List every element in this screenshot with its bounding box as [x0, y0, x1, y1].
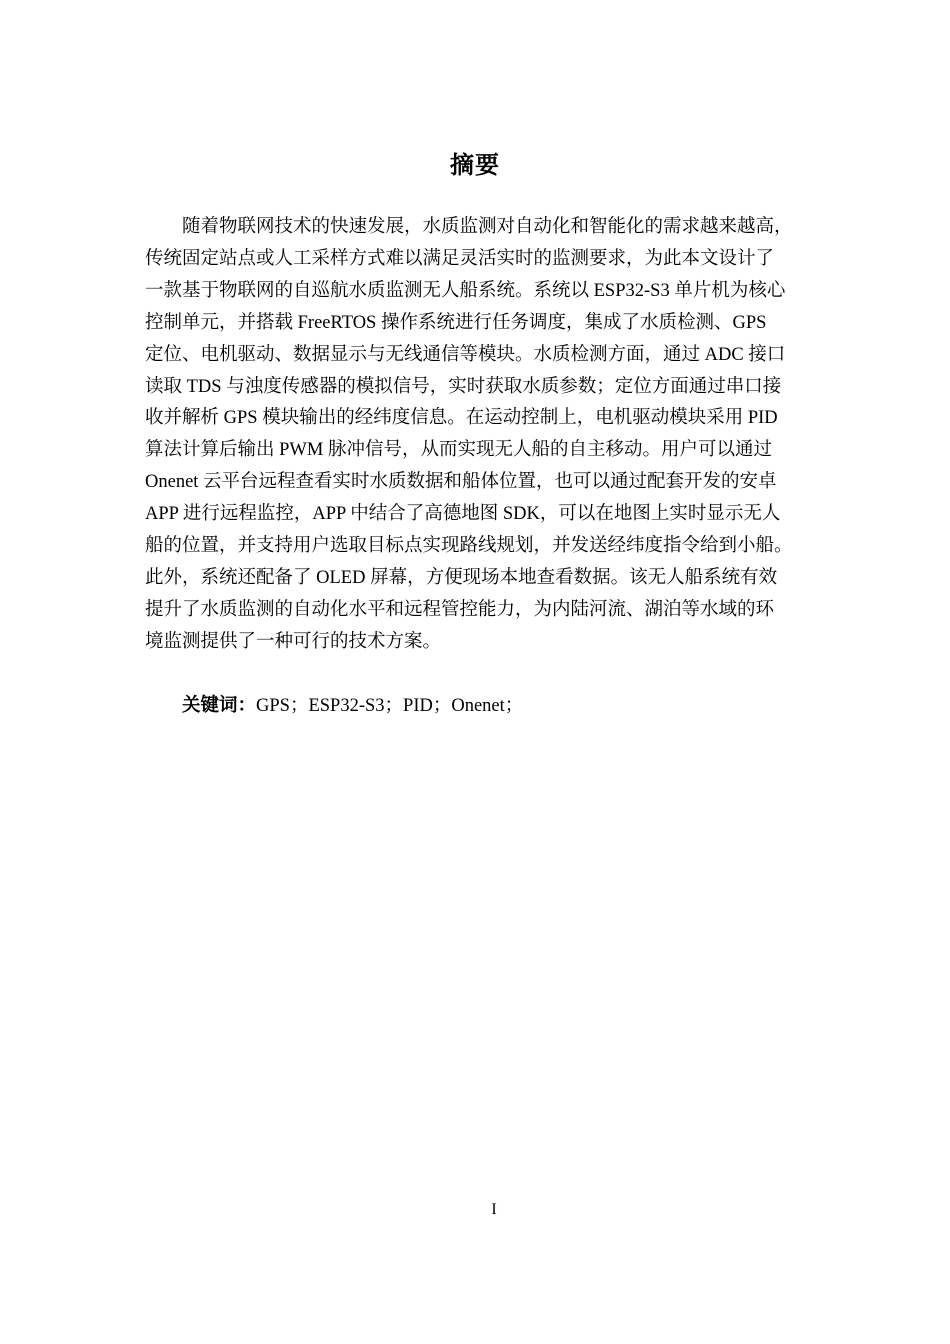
abstract-line: 随着物联网技术的快速发展，水质监测对自动化和智能化的需求越来越高，	[182, 217, 793, 237]
abstract-line: 算法计算后输出 PWM 脉冲信号，从而实现无人船的自主移动。用户可以通过	[145, 440, 772, 461]
abstract-line: 定位、电机驱动、数据显示与无线通信等模块。水质检测方面，通过 ADC 接口	[145, 344, 786, 365]
abstract-line: 控制单元，并搭载 FreeRTOS 操作系统进行任务调度，集成了水质检测、GPS	[145, 312, 767, 333]
abstract-line: 传统固定站点或人工采样方式难以满足灵活实时的监测要求，为此本文设计了	[145, 248, 775, 269]
abstract-line: 读取 TDS 与浊度传感器的模拟信号，实时获取水质参数；定位方面通过串口接	[145, 376, 782, 397]
keywords-value: GPS；ESP32-S3；PID；Onenet；	[256, 696, 524, 716]
abstract-line: 船的位置，并支持用户选取目标点实现路线规划，并发送经纬度指令给到小船。	[145, 536, 793, 557]
abstract-line: 提升了水质监测的自动化水平和远程管控能力，为内陆河流、湖泊等水域的环	[145, 599, 775, 620]
abstract-line: APP 进行远程监控，APP 中结合了高德地图 SDK，可以在地图上实时显示无人	[145, 504, 781, 525]
abstract-body	[145, 212, 811, 659]
keywords	[182, 690, 523, 722]
page-title: 摘要	[450, 151, 500, 179]
abstract-line: 境监测提供了一种可行的技术方案。	[145, 631, 442, 652]
abstract-line: Onenet 云平台远程查看实时水质数据和船体位置，也可以通过配套开发的安卓	[145, 472, 777, 493]
abstract-line: 收并解析 GPS 模块输出的经纬度信息。在运动控制上，电机驱动模块采用 PID	[145, 408, 778, 429]
page-number: I	[491, 1201, 497, 1218]
abstract-line: 此外，系统还配备了 OLED 屏幕，方便现场本地查看数据。该无人船系统有效	[145, 567, 778, 588]
keywords-label: 关键词：	[182, 695, 257, 716]
abstract-line: 一款基于物联网的自巡航水质监测无人船系统。系统以 ESP32-S3 单片机为核心	[145, 280, 786, 301]
